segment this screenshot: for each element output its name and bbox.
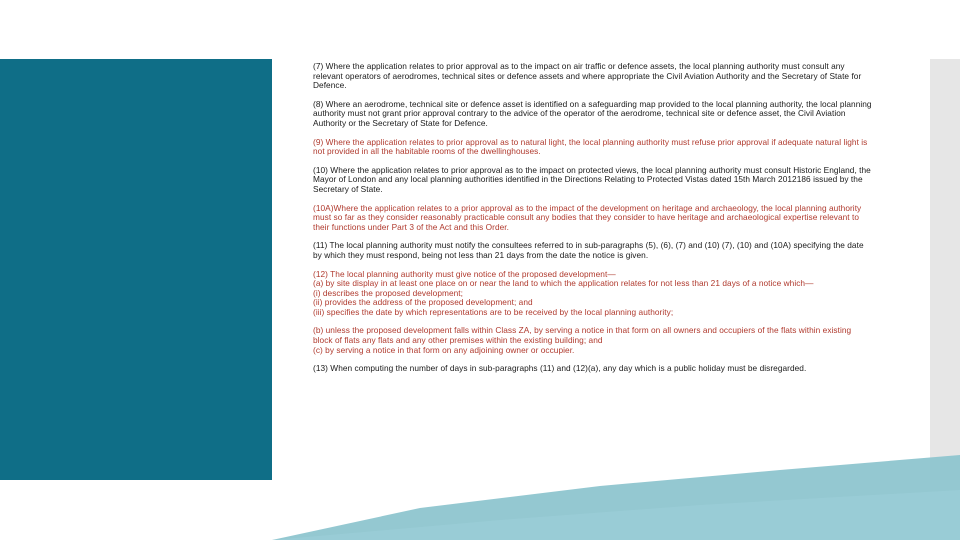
paragraph-12 <box>313 270 873 318</box>
paragraph-line: (10) Where the application relates to prior approval as to the impact on protected views, the local planning authority must consult Historic England, the Mayor of London and any local planning authorities identified in the Directions Relating to Protected Vistas dated 15th March 2012186 issued by the Secretary of State. <box>313 164 871 194</box>
paragraph-9 <box>313 138 873 157</box>
paragraph-line: (b) unless the proposed development falls within Class ZA, by serving a notice in that form on all owners and occupiers of the flats within existing block of flats any flats and any other premises within the existing building; and <box>313 325 852 346</box>
paragraph-11 <box>313 241 873 260</box>
paragraph-7 <box>313 62 873 91</box>
paragraph-line: (c) by serving a notice in that form on any adjoining owner or occupier. <box>313 344 575 355</box>
paragraph-line: (9) Where the application relates to prior approval as to natural light, the local planning authority must refuse prior approval if adequate natural light is not provided in all the habitable rooms of the dwellinghouses. <box>313 136 868 157</box>
paragraph-13 <box>313 364 873 374</box>
paragraph-12b <box>313 326 873 355</box>
paragraph-line: (a) by site display in at least one place on or near the land to which the application relates for not less than 21 days of a notice which— <box>313 278 814 289</box>
paragraph-8 <box>313 100 873 129</box>
paragraph-10a <box>313 204 873 233</box>
paragraph-line: (13) When computing the number of days in sub-paragraphs (11) and (12)(a), any day which is a public holiday must be disregarded. <box>313 363 807 374</box>
paragraph-line: (11) The local planning authority must notify the consultees referred to in sub-paragraphs (5), (6), (7) and (10) (7), (10) and (10A) specifying the date by which they must respond, being not less than 21 days from the date the notice is given. <box>313 240 864 260</box>
paragraph-line: (10A)Where the application relates to a prior approval as to the impact of the development on heritage and archaeology, the local planning authority must so far as they consider reasonably practicable consult any bodies that they consider to have heritage and archaeological expertise relevant to their functions under Part 3 of the Act and this Order. <box>313 202 862 232</box>
document-text <box>313 62 873 383</box>
paragraph-line: (7) Where the application relates to prior approval as to the impact on air traffic or defence assets, the local planning authority must consult any relevant operators of aerodromes, technical sites or defence assets and where appropriate the Civil Aviation Authority and the Secretary of State for Defence. <box>313 61 862 91</box>
paragraph-line: (i) describes the proposed development; <box>313 287 463 298</box>
paragraph-10 <box>313 166 873 195</box>
paragraph-line: (ii) provides the address of the proposed development; and <box>313 297 533 308</box>
paragraph-line: (8) Where an aerodrome, technical site or defence asset is identified on a safeguarding map provided to the local planning authority, the local planning authority must not grant prior approval contrary to the advice of the operator of the aerodrome, technical site or defence asset, the Civil Aviation Authority or the Secretary of State for Defence. <box>313 98 872 128</box>
paragraph-line: (12) The local planning authority must give notice of the proposed development— <box>313 268 616 279</box>
paragraph-line: (iii) specifies the date by which representations are to be received by the local planning authority; <box>313 306 674 317</box>
